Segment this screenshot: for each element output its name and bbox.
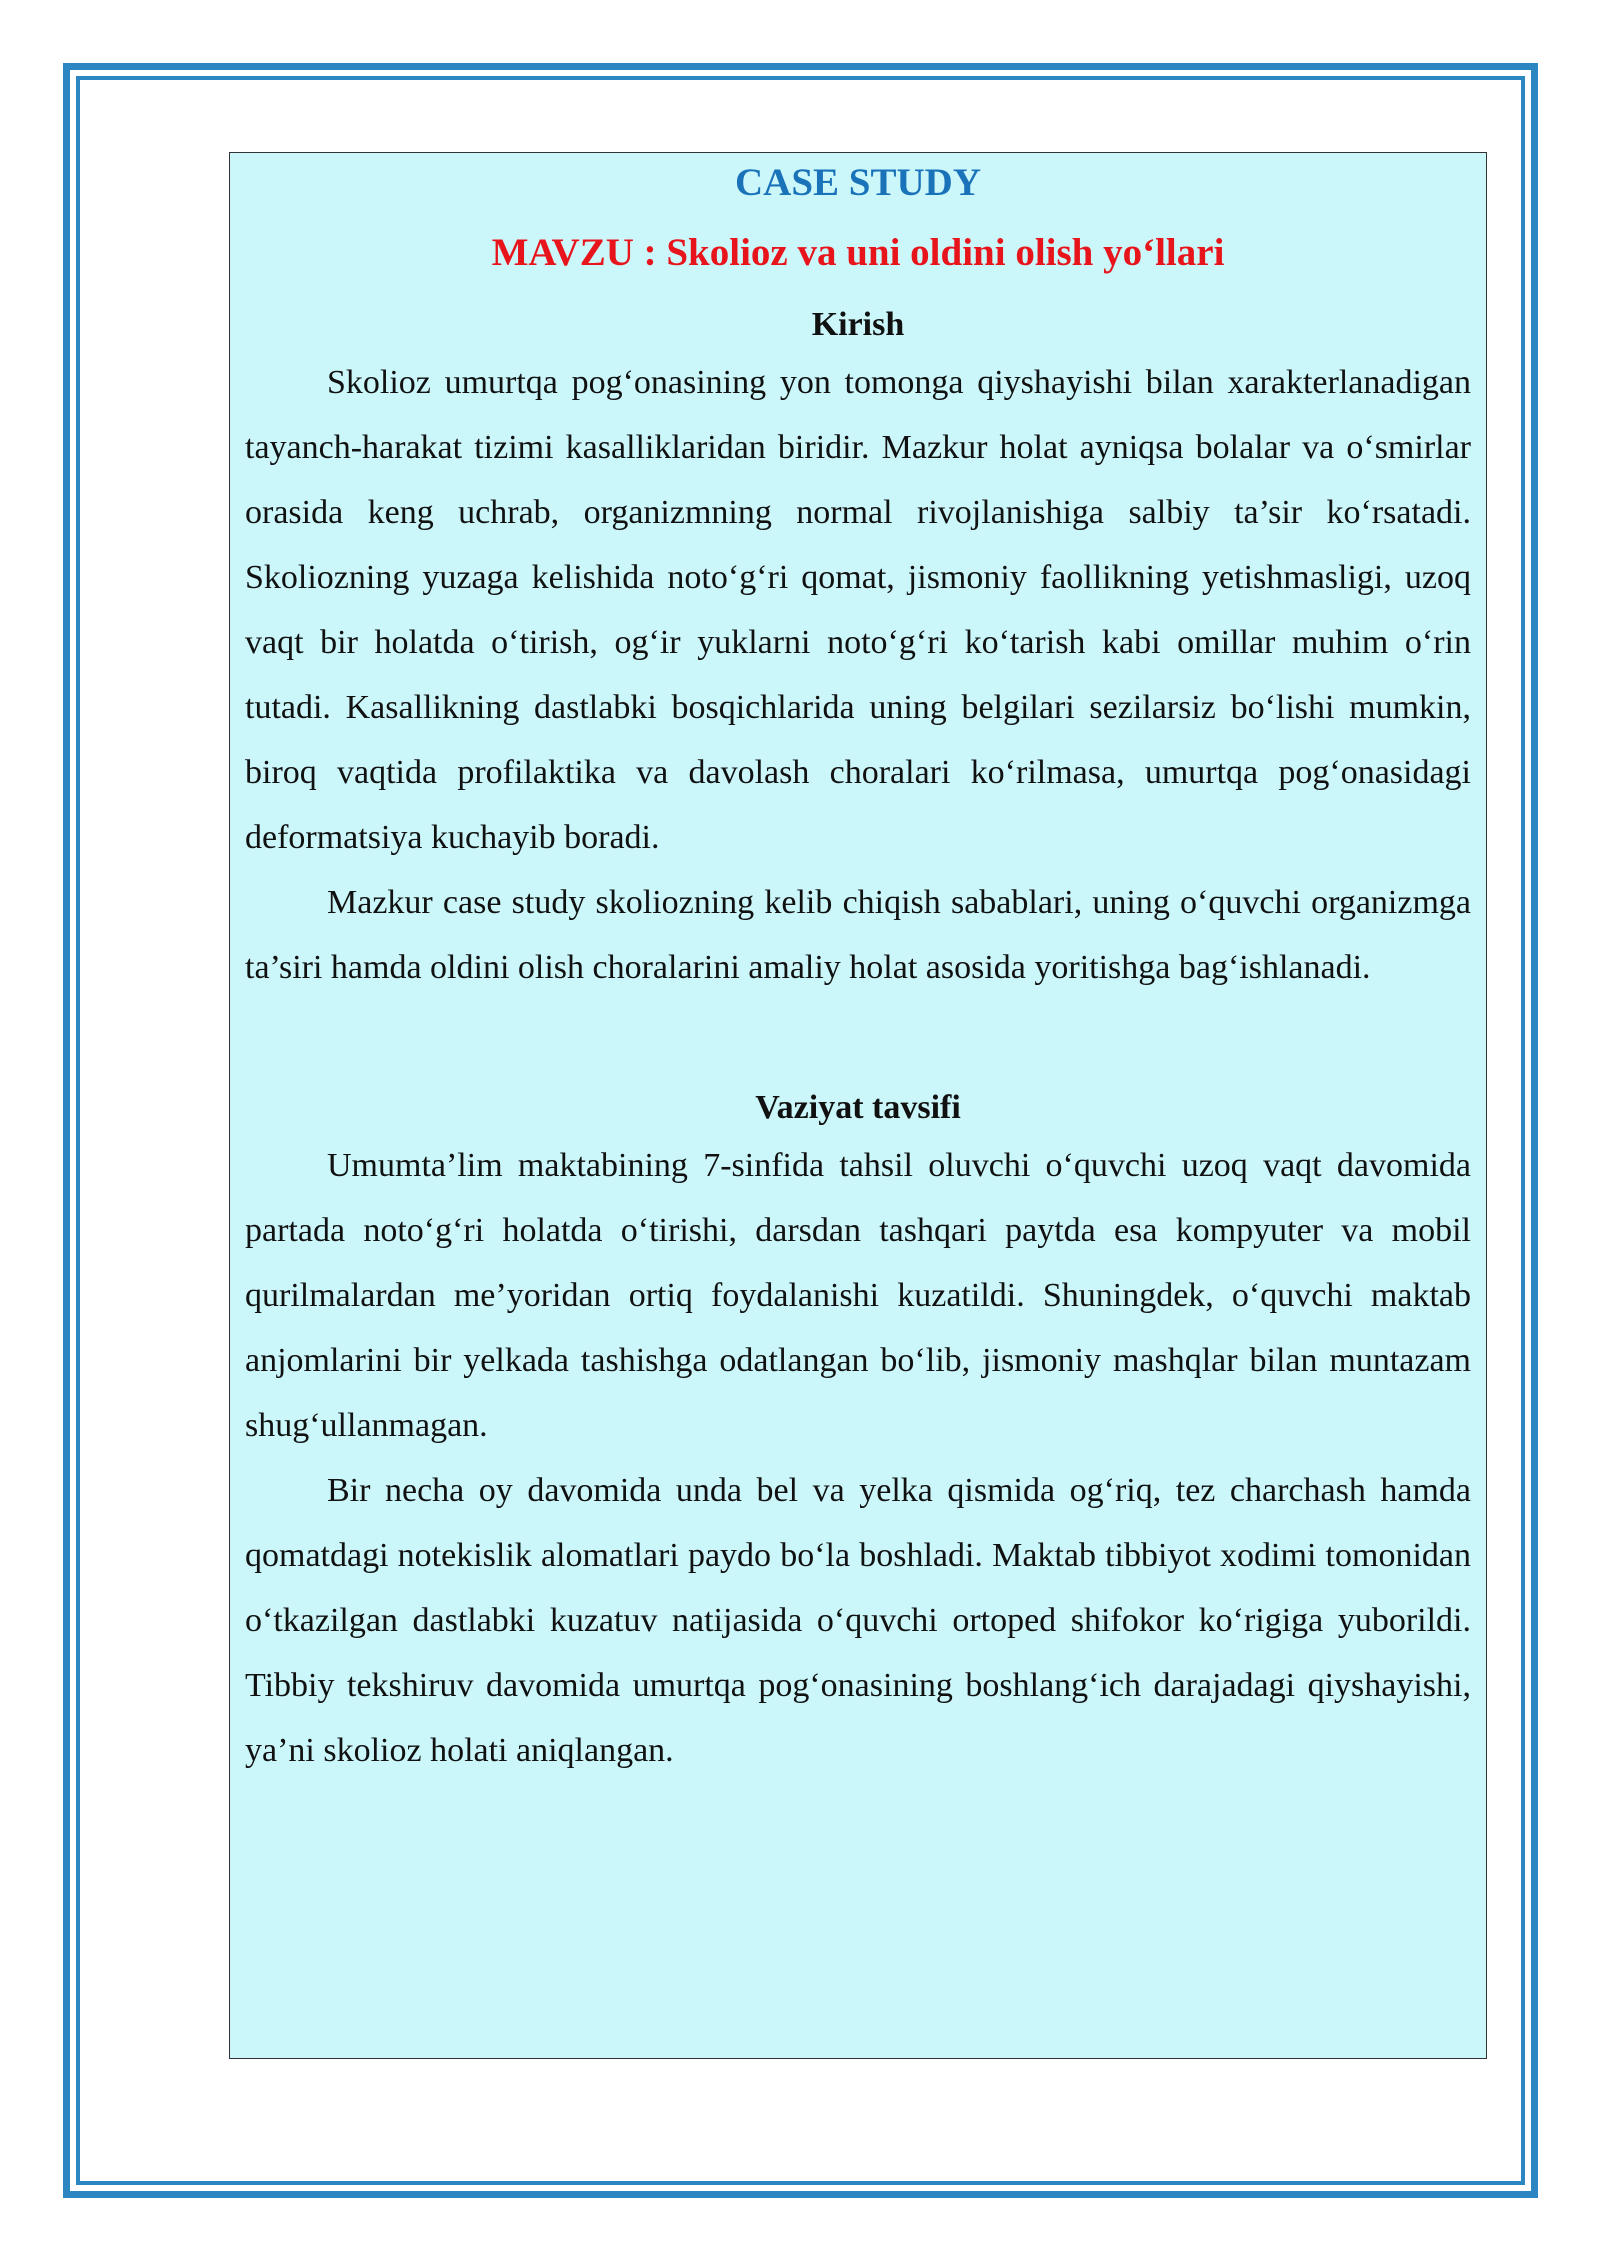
case-study-box: [229, 152, 1487, 2059]
paragraph: Skolioz umurtqa pog‘onasining yon tomonga qiyshayishi bilan xarakterlanadigan tayanch-harakat tizimi kasalliklaridan biridir. Mazkur holat ayniqsa bolalar va o‘smirlar orasida keng uchrab, organizmning normal rivojlanishiga salbiy ta’sir ko‘rsatadi. Skoliozning yuzaga kelishida noto‘g‘ri qomat, jismoniy faollikning yetishmasligi, uzoq vaqt bir holatda o‘tirish, og‘ir yuklarni noto‘g‘ri ko‘tarish kabi omillar muhim o‘rin tutadi. Kasallikning dastlabki bosqichlarida uning belgilari sezilarsiz bo‘lishi mumkin, biroq vaqtida profilaktika va davolash choralari ko‘rilmasa, umurtqa pog‘onasidagi deformatsiya kuchayib boradi.: [245, 364, 1471, 856]
paragraph: Umumta’lim maktabining 7-sinfida tahsil oluvchi o‘quvchi uzoq vaqt davomida partada noto‘g‘ri holatda o‘tirishi, darsdan tashqari paytda esa kompyuter va mobil qurilmalardan me’yoridan ortiq foydalanishi kuzatildi. Shuningdek, o‘quvchi maktab anjomlarini bir yelkada tashishga odatlangan bo‘lib, jismoniy mashqlar bilan muntazam shug‘ullanmagan.: [245, 1147, 1471, 1444]
paragraph: Mazkur case study skoliozning kelib chiqish sabablari, uning o‘quvchi organizmga ta’siri hamda oldini olish choralarini amaliy holat asosida yoritishga bag‘ishlanadi.: [245, 884, 1471, 986]
topic-heading: MAVZU : Skolioz va uni oldini olish yo‘llari: [491, 231, 1225, 274]
section-heading-vaziyat-tavsifi: Vaziyat tavsifi: [755, 1089, 961, 1126]
paragraph: Bir necha oy davomida unda bel va yelka qismida og‘riq, tez charchash hamda qomatdagi notekislik alomatlari paydo bo‘la boshladi. Maktab tibbiyot xodimi tomonidan o‘tkazilgan dastlabki kuzatuv natijasida o‘quvchi ortoped shifokor ko‘rigiga yuborildi. Tibbiy tekshiruv davomida umurtqa pog‘onasining boshlang‘ich darajadagi qiyshayishi, ya’ni skolioz holati aniqlangan.: [245, 1472, 1471, 1769]
document-title: CASE STUDY: [735, 161, 981, 204]
section-heading-kirish: Kirish: [811, 306, 905, 343]
